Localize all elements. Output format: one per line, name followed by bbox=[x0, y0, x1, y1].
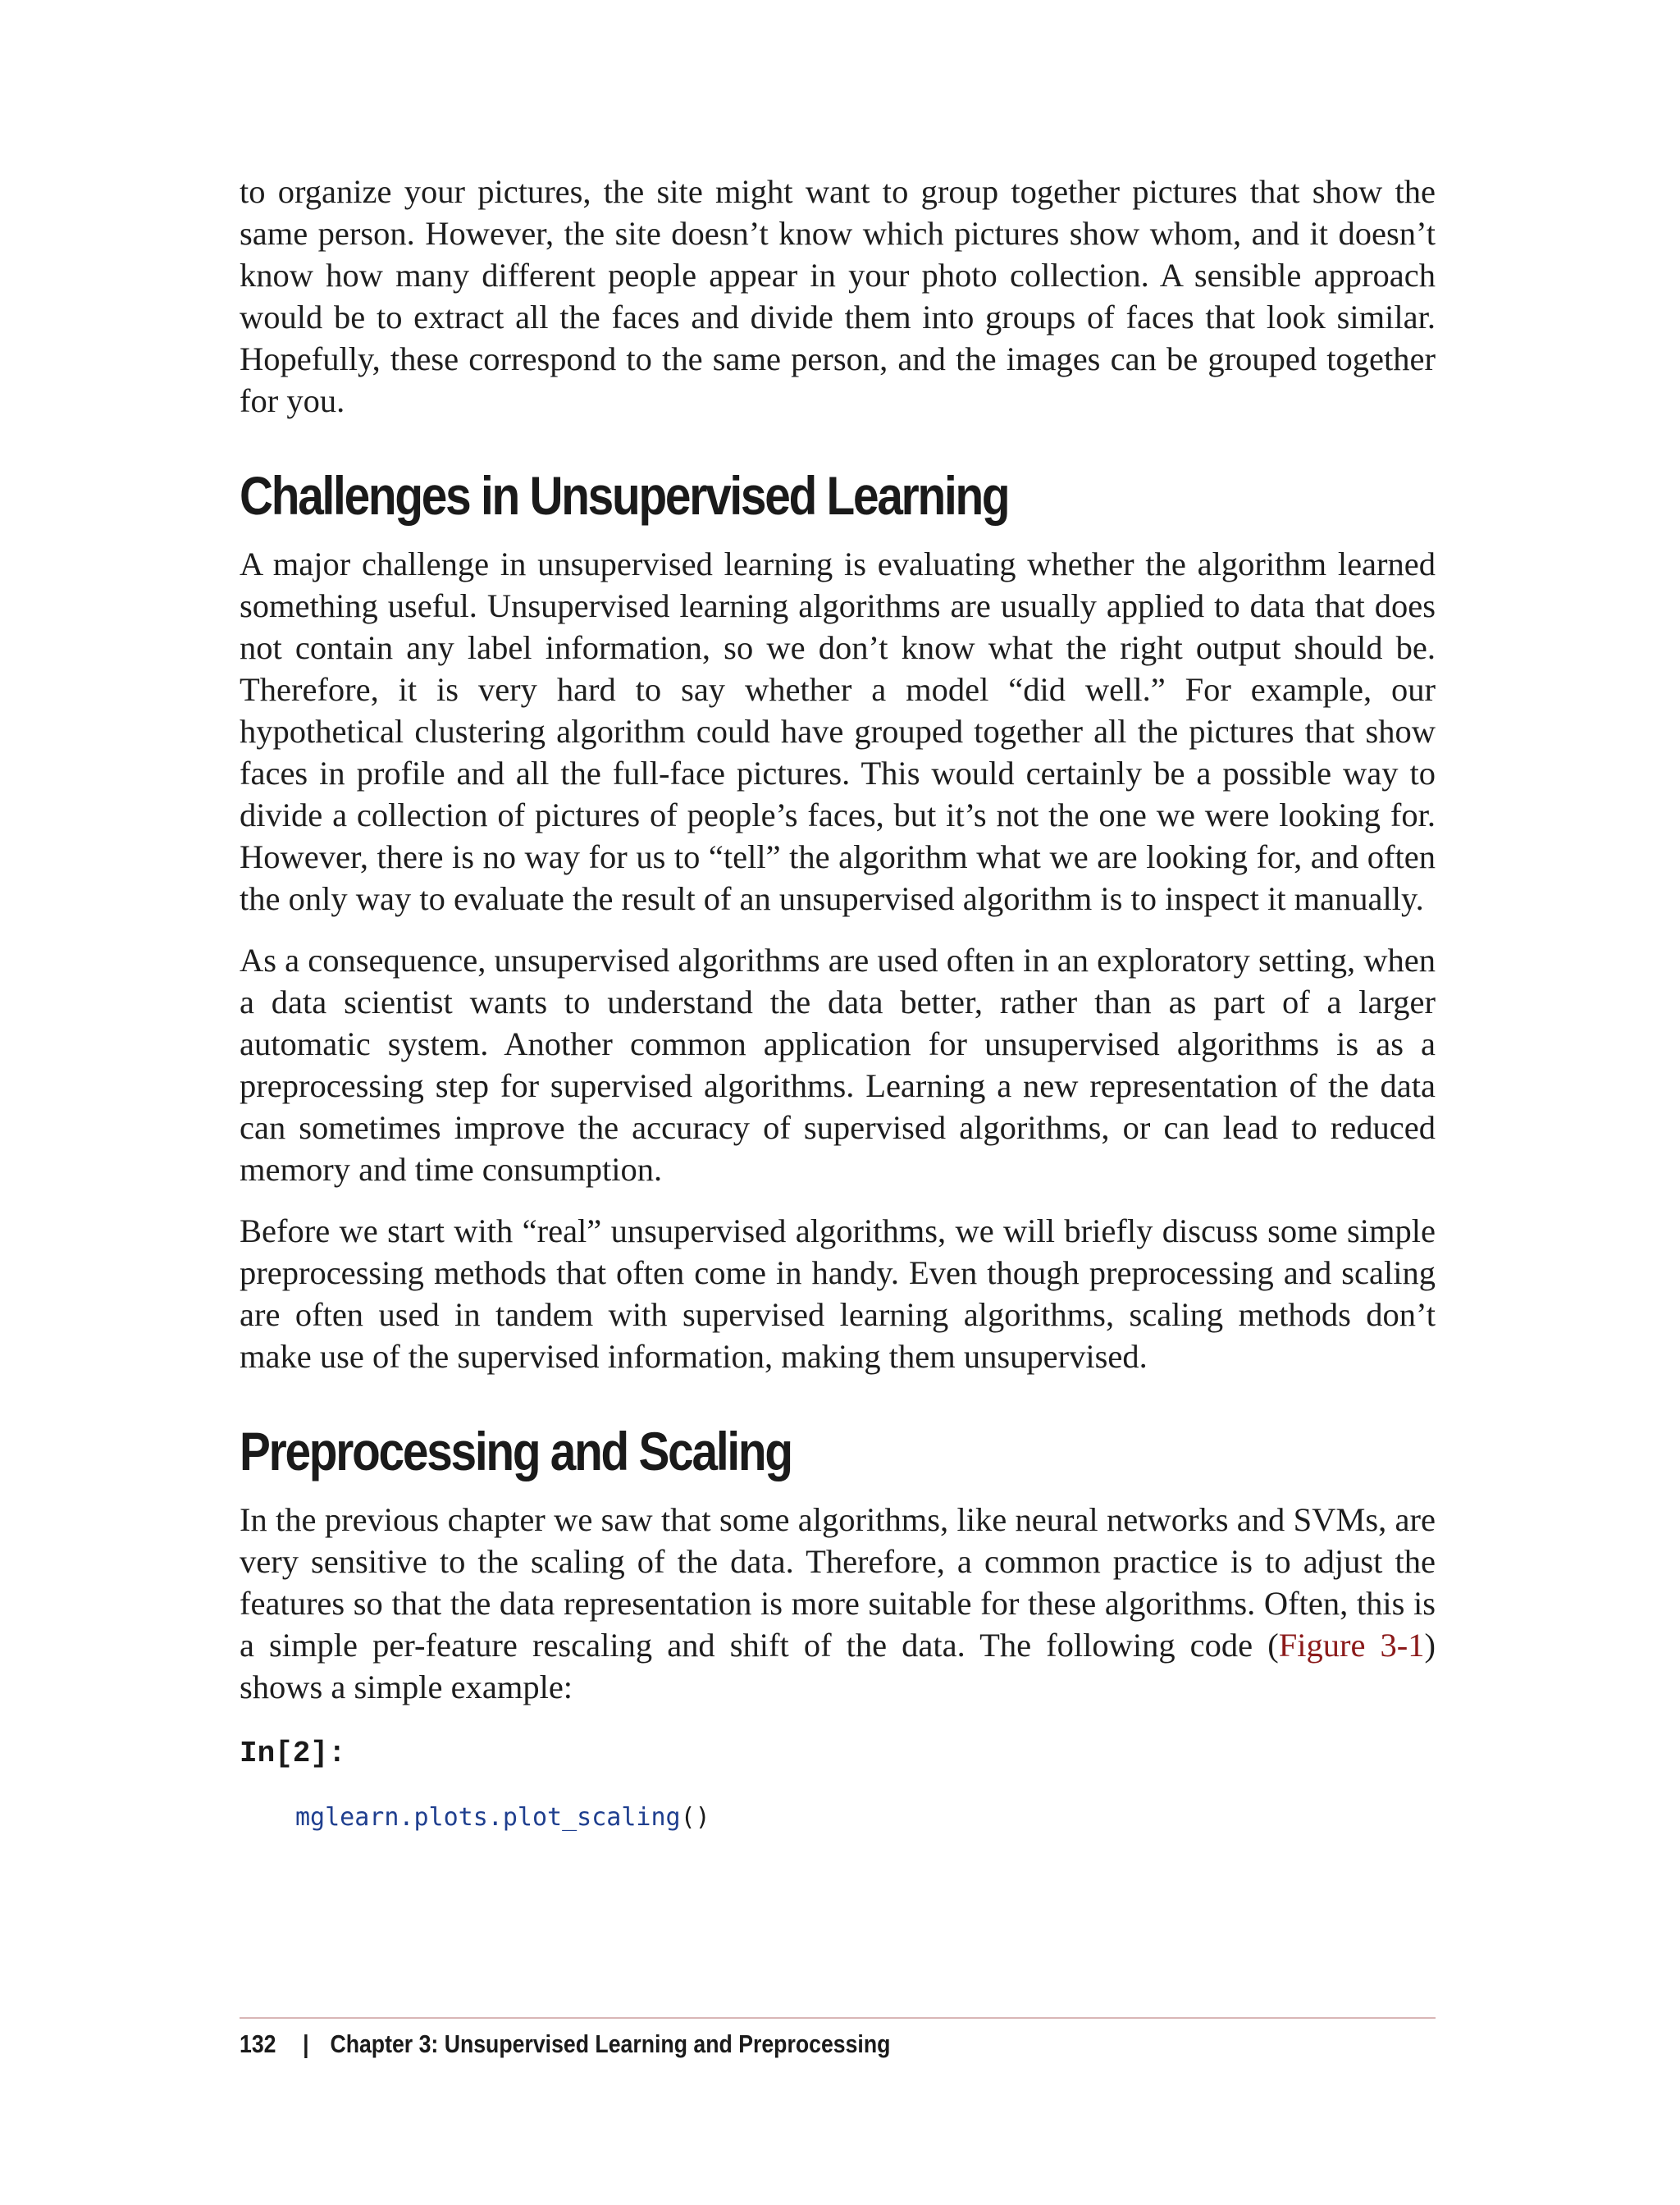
preprocessing-paragraph bbox=[240, 1499, 1436, 1708]
code-parens: () bbox=[680, 1803, 710, 1832]
preprocessing-text-end: ) shows a simple example: bbox=[240, 1627, 1436, 1705]
figure-reference-link[interactable]: Figure 3-1 bbox=[1278, 1627, 1425, 1664]
footer-divider bbox=[240, 2017, 1436, 2019]
code-function-call: mglearn.plots.plot_scaling bbox=[295, 1803, 681, 1832]
challenges-paragraph-1: A major challenge in unsupervised learning is evaluating whether the algorithm learned something useful. Unsupervised learning algorithms are usually applied to data that does not contain any label information, so we don’t know what the right output should be. Therefore, it is very hard to say whether a model “did well.” For example, our hypothetical clustering algorithm could have grouped together all the pictures that show faces in profile and all the full-face pictures. This would certainly be a possible way to divide a collection of pictures of people’s faces, but it’s not the one we were looking for. However, there is no way for us to “tell” the algorithm what we are looking for, and often the only way to evaluate the result of an unsupervised algorithm is to inspect it manually. bbox=[240, 546, 1436, 917]
page-content bbox=[240, 171, 1436, 1834]
challenges-paragraph-3: Before we start with “real” unsupervised algorithms, we will briefly discuss some simple preprocessing methods that often come in handy. Even though preprocessing and scaling are often used in tandem with supervised learning algorithms, scaling methods don’t make use of the supervised information, making them unsupervised. bbox=[240, 1212, 1436, 1375]
intro-paragraph: to organize your pictures, the site might want to group together pictures that show the same person. However, the site doesn’t know which pictures show whom, and it doesn’t know how many different people appear in your photo collection. A sensible approach would be to extract all the faces and divide them into groups of faces that look similar. Hopefully, these correspond to the same person, and the images can be grouped together for you. bbox=[240, 173, 1436, 419]
preprocessing-text-start: In the previous chapter we saw that some algorithms, like neural networks and SVMs, are very sensitive to the scaling of the data. Therefore, a common practice is to adjust the features so that the data representation is more suitable for these algorithms. Often, this is a simple per-feature rescaling and shift of the data. The following code ( bbox=[240, 1501, 1436, 1664]
heading-challenges: Challenges in Unsupervised Learning bbox=[240, 465, 1009, 526]
code-cell-label: In[2]: bbox=[240, 1737, 346, 1770]
footer-separator: | bbox=[303, 2029, 309, 2058]
page-number: 132 bbox=[240, 2029, 276, 2058]
page-footer bbox=[240, 2028, 890, 2061]
challenges-paragraph-2: As a consequence, unsupervised algorithms are used often in an exploratory setting, when a data scientist wants to understand the data better, rather than as part of a larger automatic system. Another common application for unsupervised algorithms is as a preprocessing step for supervised algorithms. Learning a new representation of the data can sometimes improve the accuracy of supervised algorithms, or can lead to reduced memory and time consumption. bbox=[240, 942, 1436, 1188]
chapter-title: Chapter 3: Unsupervised Learning and Preprocessing bbox=[330, 2029, 891, 2058]
heading-preprocessing: Preprocessing and Scaling bbox=[240, 1421, 792, 1481]
code-line bbox=[295, 1801, 1436, 1834]
